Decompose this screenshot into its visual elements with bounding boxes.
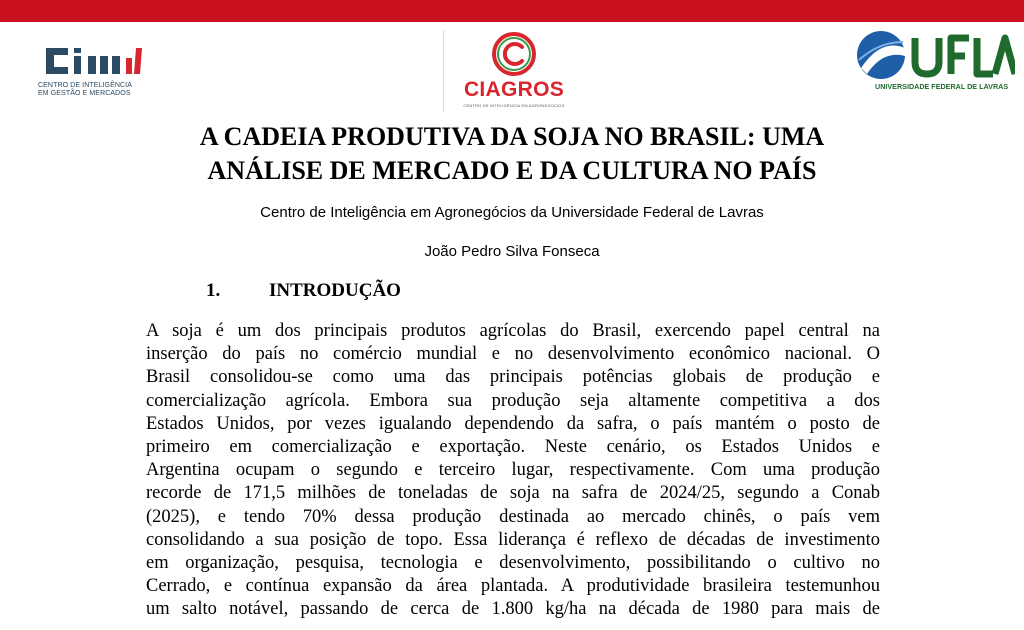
body-line: (2025), e tendo 70% dessa produção destinada ao mercado chinês, o país vem bbox=[146, 506, 880, 527]
ciagros-emblem-icon bbox=[489, 32, 539, 78]
title-line-1: A CADEIA PRODUTIVA DA SOJA NO BRASIL: UMA bbox=[199, 122, 825, 151]
title-line-2: ANÁLISE DE MERCADO E DA CULTURA NO PAÍS bbox=[207, 156, 817, 185]
ufla-caption: UNIVERSIDADE FEDERAL DE LAVRAS bbox=[875, 82, 1009, 91]
body-line: Cerrado, e contínua expansão da área plantada. A produtividade brasileira testemunhou bbox=[146, 576, 880, 597]
ufla-emblem-icon bbox=[855, 30, 1015, 82]
document-title bbox=[0, 120, 1024, 188]
header-divider bbox=[443, 30, 444, 112]
body-line: primeiro em comercialização e exportação. Neste cenário, os Estados Unidos e bbox=[146, 436, 880, 457]
body-line: Brasil consolidou-se como uma das principais potências globais de produção e bbox=[146, 367, 880, 388]
body-line: em organização, pesquisa, tecnologia e desenvolvimento, possibilitando o cultivo no bbox=[146, 552, 880, 573]
ciml-caption-line1: CENTRO DE INTELIGÊNCIA bbox=[38, 82, 132, 89]
section-title: INTRODUÇÃO bbox=[269, 280, 401, 301]
ciagros-name: CIAGROS bbox=[463, 78, 565, 101]
ciml-caption-line2: EM GESTÃO E MERCADOS bbox=[38, 90, 131, 97]
body-line: recorde de 171,5 milhões de toneladas de soja na safra de 2024/25, segundo a Conab bbox=[146, 483, 880, 504]
body-paragraph bbox=[146, 320, 880, 621]
top-color-bar bbox=[0, 0, 1024, 22]
body-line: Argentina ocupam o segundo e terceiro lugar, respectivamente. Com uma produção bbox=[146, 460, 880, 481]
section-number: 1. bbox=[206, 280, 221, 301]
ciml-logo bbox=[38, 44, 148, 100]
body-line: inserção do país no comércio mundial e no desenvolvimento econômico nacional. O bbox=[146, 344, 880, 365]
ciagros-logo bbox=[458, 32, 570, 112]
body-line: A soja é um dos principais produtos agrícolas do Brasil, exercendo papel central na bbox=[146, 321, 880, 341]
ciml-logo-mark-icon bbox=[44, 44, 144, 78]
body-line: consolidando a sua posição de topo. Essa liderança é reflexo de décadas de investimento bbox=[146, 529, 880, 550]
document-subtitle: Centro de Inteligência em Agronegócios da Universidade Federal de Lavras bbox=[260, 204, 764, 221]
ciagros-tagline: CENTRO DE INTELIGÊNCIA EM AGRONEGÓCIOS bbox=[463, 103, 565, 108]
body-line: comercialização agrícola. Embora sua produção seja altamente competitiva a dos bbox=[146, 390, 880, 411]
body-line: um salto notável, passando de cerca de 1.800 kg/ha na década de 1980 para mais de bbox=[146, 599, 880, 620]
document-author: João Pedro Silva Fonseca bbox=[424, 243, 600, 260]
body-line: Estados Unidos, por vezes igualando dependendo da safra, o país mantém o posto de bbox=[146, 413, 880, 434]
ufla-logo bbox=[855, 30, 1015, 92]
